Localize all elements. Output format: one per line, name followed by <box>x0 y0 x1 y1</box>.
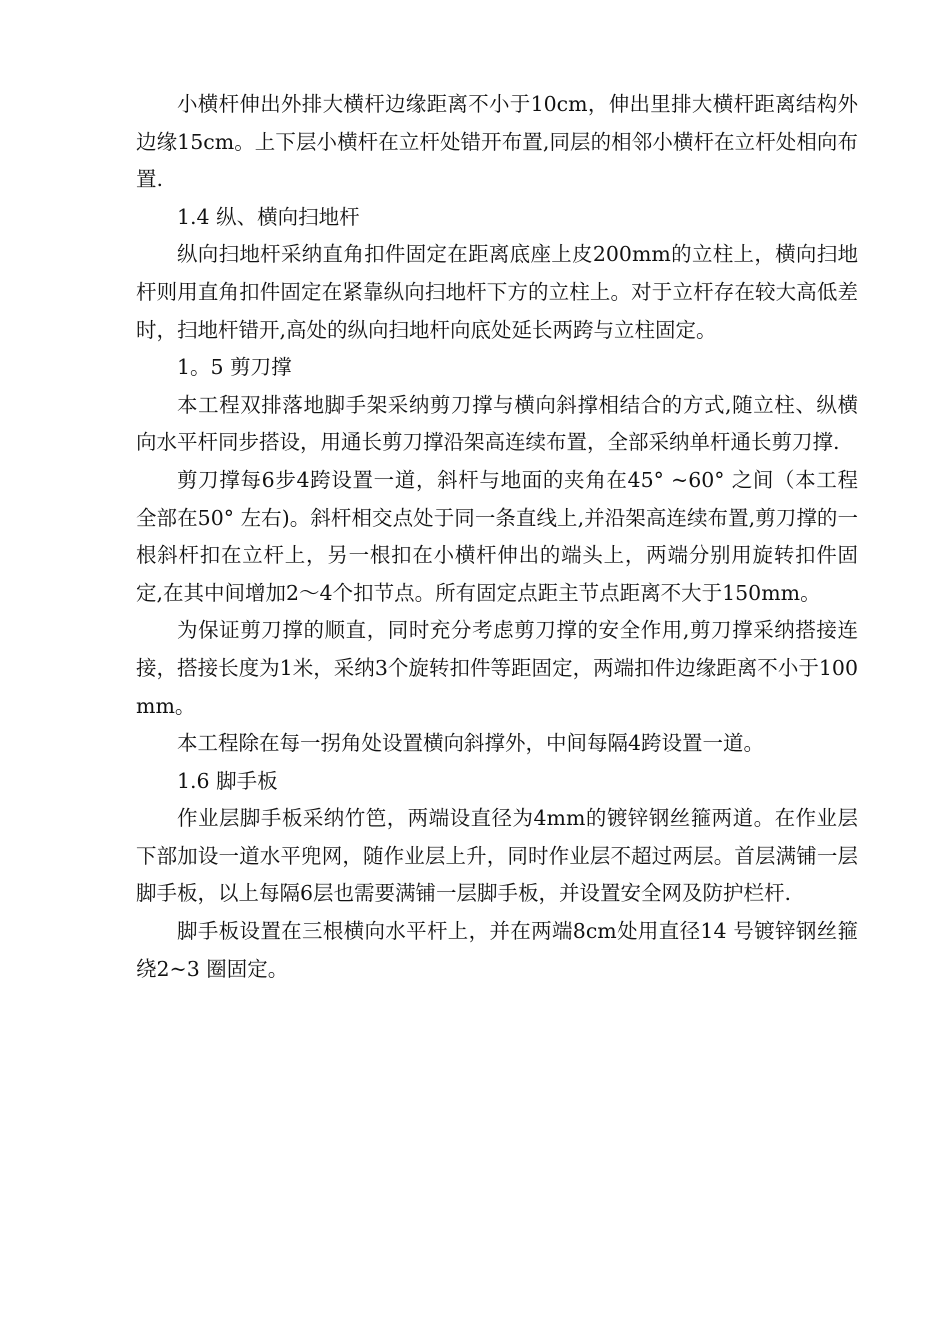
section-heading-1-5: 1。5 剪刀撑 <box>177 355 292 380</box>
section-heading-1-4: 1.4 纵、横向扫地杆 <box>177 204 360 229</box>
paragraph-scissor-brace-spacing: 剪刀撑每6步4跨设置一道，斜杆与地面的夹角在45° ~60° 之间（本工程全部在50° 左右)。斜杆相交点处于同一条直线上,并沿架高连续布置,剪刀撑的一根斜杆扣在立杆上，另一根扣在小横杆伸出的端头上，两端分别用旋转扣件固定,在其中间增加2～4个扣节点。所有固定点距主节点距离不大于150mm。 <box>136 467 858 605</box>
paragraph-scaffold-board: 作业层脚手板采纳竹笆，两端设直径为4mm的镀锌钢丝箍两道。在作业层下部加设一道水平兜网，随作业层上升，同时作业层不超过两层。首层满铺一层脚手板，以上每隔6层也需要满铺一层脚手板，并设置安全网及防护栏杆. <box>136 806 858 906</box>
paragraph-sweeping-rod: 纵向扫地杆采纳直角扣件固定在距离底座上皮200mm的立柱上，横向扫地杆则用直角扣件固定在紧靠纵向扫地杆下方的立柱上。对于立杆存在较大高低差时，扫地杆错开,高处的纵向扫地杆向底处延长两跨与立柱固定。 <box>136 242 858 342</box>
section-heading-1-6: 1.6 脚手板 <box>177 768 278 793</box>
paragraph-scissor-brace-method: 本工程双排落地脚手架采纳剪刀撑与横向斜撑相结合的方式,随立柱、纵横向水平杆同步搭设，用通长剪刀撑沿架高连续布置，全部采纳单杆通长剪刀撑. <box>136 392 858 455</box>
paragraph-small-crossbar: 小横杆伸出外排大横杆边缘距离不小于10cm，伸出里排大横杆距离结构外边缘15cm。上下层小横杆在立杆处错开布置,同层的相邻小横杆在立杆处相向布置. <box>136 92 858 192</box>
paragraph-scaffold-board-fixing: 脚手板设置在三根横向水平杆上，并在两端8cm处用直径14 号镀锌钢丝箍绕2~3 圈固定。 <box>136 919 858 981</box>
paragraph-diagonal-brace: 本工程除在每一拐角处设置横向斜撑外，中间每隔4跨设置一道。 <box>177 731 765 756</box>
document-page <box>136 86 858 988</box>
paragraph-scissor-brace-lap: 为保证剪刀撑的顺直，同时充分考虑剪刀撑的安全作用,剪刀撑采纳搭接连接，搭接长度为1米，采纳3个旋转扣件等距固定，两端扣件边缘距离不小于100mm。 <box>136 618 858 718</box>
